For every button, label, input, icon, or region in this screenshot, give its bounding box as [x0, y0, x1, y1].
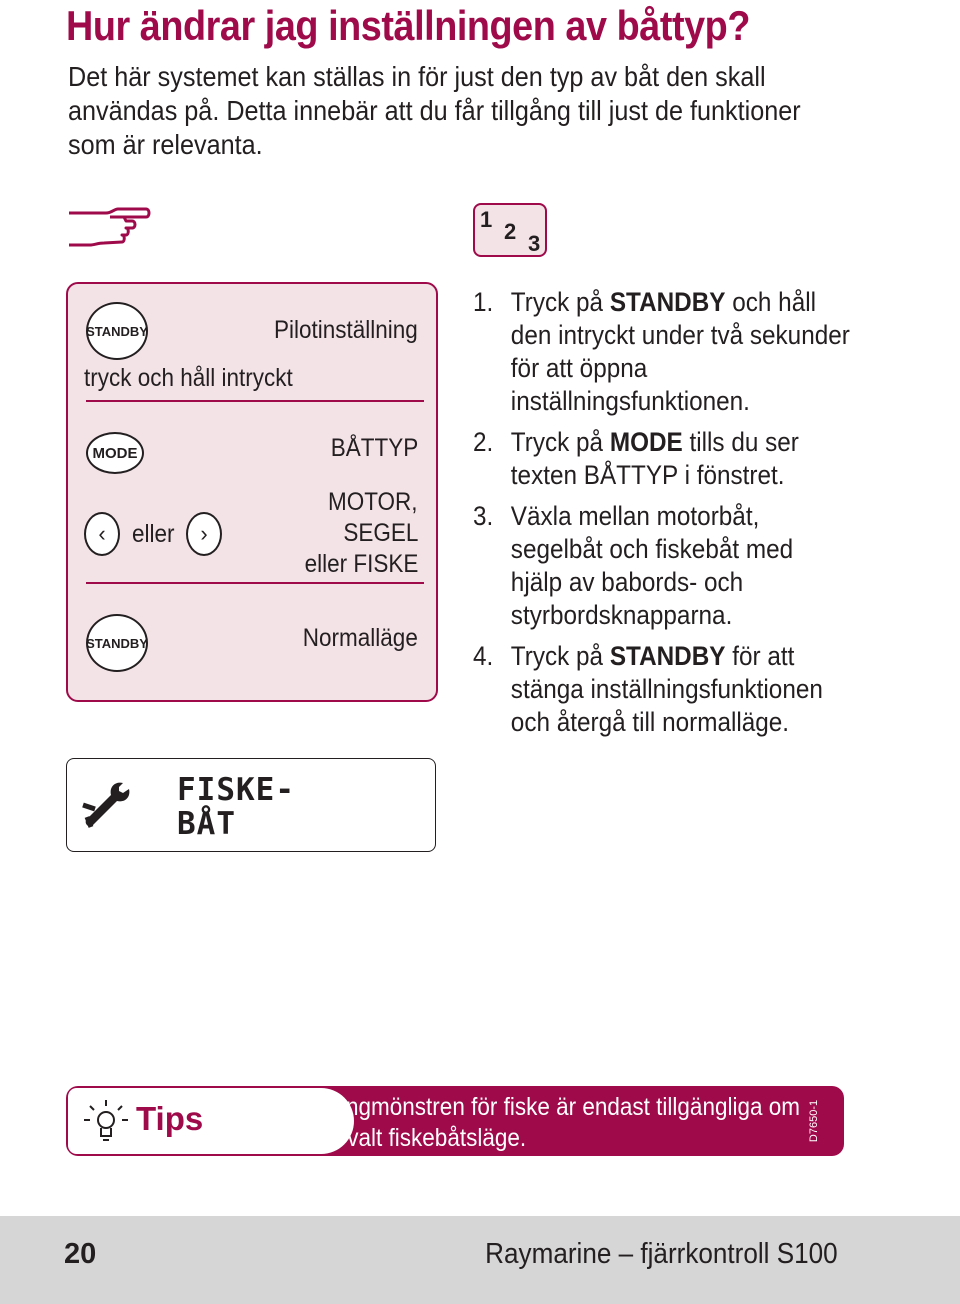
- tips-label-area: [68, 1088, 354, 1154]
- intro-line: användas på. Detta innebär att du får tillgång till just de funktioner: [68, 95, 801, 126]
- divider: [86, 400, 424, 402]
- step-item: 4. Tryck på STANDBY för att stänga inställningsfunktionen och återgå till normalläge.: [473, 641, 823, 737]
- tips-text: Gångmönstren för fiske är endast tillgängliga om du valt fiskebåtsläge.: [316, 1093, 801, 1152]
- intro-line: Det här systemet kan ställas in för just den typ av båt den skall: [68, 61, 766, 92]
- option-motor: MOTOR,: [328, 488, 418, 516]
- pilot-setting-label: Pilotinställning: [274, 316, 418, 344]
- pointing-hand-icon: [66, 205, 152, 249]
- instruction-panel: [66, 282, 438, 702]
- mode-button[interactable]: MODE: [86, 432, 144, 474]
- chevron-left-icon: ‹: [98, 521, 106, 546]
- divider: [86, 582, 424, 584]
- normal-mode-label: Normalläge: [302, 624, 418, 652]
- figure-code: D7650-1: [808, 1099, 820, 1143]
- chevron-right-icon: ›: [200, 521, 208, 546]
- step-item: 1. Tryck på STANDBY och håll den intryckt under två sekunder för att öppna inställningsfunktionen.: [473, 287, 850, 416]
- tips-box: [66, 1086, 844, 1156]
- lcd-display: [66, 758, 436, 852]
- page-number: 20: [64, 1238, 97, 1270]
- intro-paragraph: [68, 60, 806, 162]
- steps-list: [473, 286, 851, 747]
- left-arrow-button[interactable]: [84, 512, 120, 556]
- intro-line: som är relevanta.: [68, 129, 263, 160]
- step-item: 2. Tryck på MODE tills du ser texten BÅTTYP i fönstret.: [473, 427, 799, 490]
- right-arrow-button[interactable]: [186, 512, 222, 556]
- press-hold-label: tryck och håll intryckt: [84, 364, 293, 392]
- page-title: Hur ändrar jag inställningen av båttyp?: [66, 2, 750, 49]
- option-fiske: eller FISKE: [304, 550, 418, 578]
- boat-type-label: BÅTTYP: [330, 434, 418, 462]
- tips-heading: Tips: [136, 1100, 204, 1137]
- lightbulb-icon: [84, 1098, 128, 1146]
- footer-title: Raymarine – fjärrkontroll S100: [485, 1238, 838, 1270]
- wrench-icon: [79, 779, 131, 833]
- option-segel: SEGEL: [342, 519, 418, 547]
- step-item: 3. Växla mellan motorbåt, segelbåt och fiskebåt med hjälp av babords- och styrbordsknapparna.: [473, 501, 794, 630]
- standby-button[interactable]: STANDBY: [86, 302, 148, 360]
- page-footer: [0, 1216, 960, 1304]
- or-label: eller: [132, 520, 175, 548]
- standby-button[interactable]: STANDBY: [86, 614, 148, 672]
- lcd-text: FISKE- BÅT: [177, 772, 295, 842]
- steps-123-icon: 1 2 3: [473, 203, 547, 257]
